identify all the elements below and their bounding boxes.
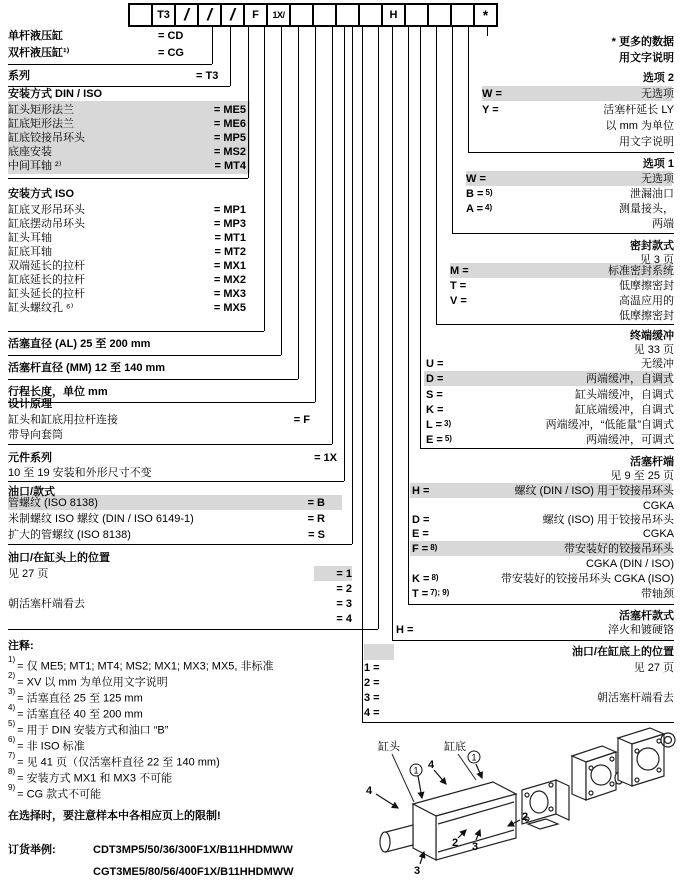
code-box: *: [473, 3, 498, 27]
code-box: [427, 3, 452, 27]
section-header: 终端缓冲: [630, 330, 674, 342]
code-box: /: [197, 3, 222, 27]
option-code: F = $^{8)}$: [412, 543, 438, 555]
field-label: 缸底耳轴: [8, 246, 52, 258]
option-desc: 带安装好的铰接吊环头: [564, 543, 674, 555]
note-item: $^{6)}$= 非 ISO 标准: [8, 735, 85, 753]
field-code: = MT4: [214, 160, 246, 172]
section-rule: [468, 152, 674, 153]
order-example-label: 订货举例:: [8, 844, 56, 856]
field-code: = R: [307, 513, 325, 525]
connector-line: [212, 26, 213, 64]
section-header: 活塞杆款式: [619, 610, 674, 622]
option-desc: 淬火和镀硬铬: [608, 624, 674, 636]
code-box: 1X/: [266, 3, 291, 27]
option-code: W =: [466, 173, 486, 185]
option-desc: 高温应用的: [619, 295, 674, 307]
connector-line: [392, 26, 393, 640]
rod-end-tip: [380, 832, 390, 852]
option-code: E =: [412, 528, 429, 540]
port-position-number: 1: [413, 765, 419, 776]
option-code: Y =: [482, 104, 499, 116]
option-desc: CGKA: [642, 528, 674, 540]
field-code: = 3: [336, 598, 352, 610]
option-code: V =: [450, 295, 467, 307]
field-code: = 1: [336, 568, 352, 580]
section-rule: [362, 722, 674, 723]
star-footnote: * 更多的数据: [611, 36, 674, 48]
section-rule: [8, 379, 298, 380]
section-header: 活塞杆直径 (MM) 12 至 140 mm: [8, 362, 166, 374]
field-label: 缸头延长的拉杆: [8, 288, 85, 300]
connector-line: [436, 26, 437, 324]
field-note: 带导向套筒: [8, 429, 63, 441]
selection-warning: 在选择时，要注意样本中各相应页上的限制!: [8, 810, 221, 822]
connector-line: [468, 26, 469, 152]
option-code: 2 =: [364, 677, 380, 689]
connector-line: [344, 26, 345, 481]
section-header: 选项 2: [642, 72, 674, 84]
option-code: K =: [426, 404, 444, 416]
code-box: [289, 3, 314, 27]
option-code: T =: [450, 280, 467, 292]
field-label: 底座安装: [8, 146, 52, 158]
section-sub: 见 27 页: [633, 662, 674, 674]
code-box: /: [174, 3, 199, 27]
option-code: H =: [396, 624, 414, 636]
field-note: 朝活塞杆端看去: [8, 598, 85, 610]
code-box: /: [220, 3, 245, 27]
field-code: = B: [307, 497, 325, 509]
field-label: 双杆液压缸¹⁾: [8, 47, 70, 59]
section-header: 密封款式: [630, 240, 674, 252]
connector-line: [378, 26, 379, 629]
head-label: 缸头: [378, 741, 400, 753]
option-desc: 缸底端缓冲，自调式: [575, 404, 674, 416]
section-rule: [8, 544, 352, 545]
connector-line: [408, 26, 409, 604]
section-rule: [8, 629, 378, 630]
section-rule: [8, 355, 281, 356]
option-desc: 螺纹 (DIN / ISO) 用于铰接吊环头: [514, 485, 674, 497]
option-code: D =: [412, 514, 430, 526]
option-code: M =: [450, 265, 469, 277]
port-position-number: 2: [522, 811, 529, 823]
section-sub: 见 33 页: [633, 344, 674, 356]
port-position-number: 4: [428, 759, 435, 771]
field-label: 缸底摆动吊环头: [8, 218, 85, 230]
option-desc: 两端缓冲，可调式: [586, 434, 674, 446]
option-code: T = $^{7); 9)}$: [412, 588, 450, 600]
field-note: 朝活塞杆端看去: [597, 692, 674, 704]
field-label: 米制螺纹 ISO 螺纹 (DIN / ISO 6149-1): [8, 513, 194, 525]
section-rule: [8, 331, 264, 332]
code-box: T3: [151, 3, 176, 27]
option-desc: 无选项: [641, 88, 674, 100]
note-item: $^{3)}$= 活塞直径 25 至 125 mm: [8, 687, 143, 705]
option-code: W =: [482, 88, 502, 100]
field-label: 缸底叉形吊环头: [8, 204, 85, 216]
option-desc: 无选项: [641, 173, 674, 185]
note-item: $^{4)}$= 活塞直径 40 至 200 mm: [8, 703, 143, 721]
mounting-accessory: [618, 728, 675, 786]
section-rule: [452, 233, 674, 234]
field-label: 缸底矩形法兰: [8, 118, 74, 130]
option-desc: 以 mm 为单位: [605, 120, 674, 132]
option-code: H =: [412, 485, 430, 497]
field-code: = MX3: [213, 288, 246, 300]
port-position-number: 3: [472, 841, 479, 853]
option-code: A = $^{4)}$: [466, 203, 493, 215]
field-label: 管螺纹 (ISO 8138): [8, 497, 98, 509]
section-rule: [8, 86, 230, 87]
option-code: B = $^{5)}$: [466, 188, 493, 200]
field-label: 元件系列: [8, 452, 52, 464]
option-code: U =: [426, 358, 444, 370]
option-desc: 标准密封系统: [608, 265, 674, 277]
connector-line: [298, 26, 299, 379]
note-item: $^{7)}$= 见 41 页（仅活塞杆直径 22 至 140 mm): [8, 751, 220, 769]
field-code: = MX1: [213, 260, 246, 272]
option-desc: 螺纹 (ISO) 用于铰接吊环头: [542, 514, 674, 526]
note-item: $^{8)}$= 安装方式 MX1 和 MX3 不可能: [8, 767, 173, 785]
option-code: L = $^{3)}$: [426, 419, 452, 431]
code-box: [358, 3, 383, 27]
section-rule: [8, 444, 332, 445]
section-sub: 见 3 页: [639, 254, 674, 266]
connector-line: [281, 26, 282, 355]
cylinder-diagram: [358, 726, 682, 882]
field-code: = S: [308, 529, 325, 541]
field-label: 缸头螺纹孔 ⁶⁾: [8, 302, 74, 314]
option-code: S =: [426, 389, 443, 401]
section-header: 安装方式 ISO: [8, 188, 75, 200]
connector-line: [362, 26, 363, 722]
code-box: F: [243, 3, 268, 27]
notes-title: 注释:: [8, 640, 34, 652]
field-label: 双端延长的拉杆: [8, 260, 85, 272]
field-label: 缸头矩形法兰: [8, 104, 74, 116]
option-desc: 低摩擦密封: [619, 310, 674, 322]
section-header: 活塞杆端: [630, 456, 674, 468]
option-desc: CGKA (DIN / ISO): [585, 558, 674, 570]
connector-line: [420, 26, 421, 448]
order-example-code: CDT3MP5/50/36/300F1X/B11HHDMWW: [93, 844, 293, 856]
field-label: 中间耳轴 ²⁾: [8, 160, 62, 172]
option-desc: 两端缓冲，自调式: [586, 373, 674, 385]
connector-line: [332, 26, 333, 444]
connector-line: [487, 26, 488, 36]
option-desc: CGKA: [642, 500, 674, 512]
code-box: [312, 3, 337, 27]
mounting-accessory: [522, 780, 569, 829]
section-rule: [420, 448, 674, 449]
code-box: [335, 3, 360, 27]
field-code: = MT1: [214, 232, 246, 244]
code-box: H: [381, 3, 406, 27]
code-box: [128, 3, 153, 27]
option-code: 4 =: [364, 707, 380, 719]
section-rule: [8, 178, 248, 179]
field-code: = MP1: [213, 204, 246, 216]
mounting-accessory: [572, 746, 623, 800]
field-code: = MX2: [213, 274, 246, 286]
option-code: D =: [426, 373, 444, 385]
port-position-number: 4: [366, 785, 373, 797]
section-header: 安装方式 DIN / ISO: [8, 88, 103, 100]
section-header: 油口/款式: [8, 486, 56, 498]
field-label: 缸头耳轴: [8, 232, 52, 244]
field-code: = MS2: [213, 146, 246, 158]
section-rule: [392, 640, 674, 641]
highlight-bar: [364, 644, 394, 660]
field-code: = T3: [196, 70, 219, 82]
section-rule: [436, 324, 674, 325]
star-footnote: 用文字说明: [619, 52, 674, 64]
connector-line: [452, 26, 453, 233]
option-desc: 低摩擦密封: [619, 280, 674, 292]
port-position-number: 3: [414, 865, 421, 877]
section-header: 活塞直径 (AL) 25 至 200 mm: [8, 338, 151, 350]
field-label: 缸底铰接吊环头: [8, 132, 85, 144]
field-code: = 4: [336, 613, 352, 625]
note-item: $^{5)}$= 用于 DIN 安装方式和油口 “B”: [8, 719, 169, 737]
field-label: 系列: [8, 70, 30, 82]
connector-line: [315, 26, 316, 402]
field-code: = 2: [336, 583, 352, 595]
order-example-code: CGT3ME5/80/56/400F1X/B11HHDMWW: [93, 866, 294, 878]
section-header: 油口/在缸头上的位置: [8, 552, 111, 564]
option-desc: 两端: [652, 218, 674, 230]
section-rule: [408, 604, 674, 605]
cap-label: 缸底: [444, 741, 466, 753]
option-desc: 带安装好的铰接吊环头 CGKA (ISO): [501, 573, 674, 585]
field-code: = 1X: [314, 452, 337, 464]
section-header: 设计原理: [8, 398, 52, 410]
option-code: K = $^{8)}$: [412, 573, 439, 585]
option-desc: 泄漏油口: [630, 188, 674, 200]
note-item: $^{2)}$= XV 以 mm 为单位用文字说明: [8, 671, 168, 689]
field-code: = MP5: [213, 132, 246, 144]
field-code: = MX5: [213, 302, 246, 314]
option-code: 3 =: [364, 692, 380, 704]
section-header: 行程长度，单位 mm: [8, 386, 108, 398]
field-label: 缸头和缸底用拉杆连接: [8, 414, 118, 426]
option-code: E = $^{5)}$: [426, 434, 452, 446]
option-desc: 测量接头，: [619, 203, 674, 215]
option-desc: 用文字说明: [619, 136, 674, 148]
field-note: 10 至 19 安装和外形尺寸不变: [8, 467, 152, 479]
connector-line: [264, 26, 265, 331]
field-label: 单杆液压缸: [8, 30, 63, 42]
section-rule: [8, 481, 344, 482]
field-code: = ME5: [213, 104, 246, 116]
option-code: 1 =: [364, 662, 380, 674]
option-desc: 带轴颈: [641, 588, 674, 600]
code-box: [404, 3, 429, 27]
connector-line: [230, 26, 231, 86]
field-code: = CG: [158, 47, 184, 59]
field-label: 缸底延长的拉杆: [8, 274, 85, 286]
section-rule: [8, 64, 212, 65]
section-header: 油口/在缸底上的位置: [571, 646, 674, 658]
port-position-number: 2: [452, 837, 459, 849]
port-position-number: 1: [471, 752, 477, 763]
code-box: [450, 3, 475, 27]
connector-line: [352, 26, 353, 544]
ordering-code-box-row: [128, 3, 498, 27]
section-rule: [8, 402, 315, 403]
section-sub: 见 9 至 25 页: [610, 470, 674, 482]
option-desc: 两端缓冲，“低能量”自调式: [545, 419, 674, 431]
connector-line: [248, 26, 249, 178]
field-code: = F: [293, 414, 310, 426]
section-header: 选项 1: [642, 158, 674, 170]
option-desc: 无缓冲: [641, 358, 674, 370]
note-item: $^{9)}$= CG 款式不可能: [8, 783, 102, 801]
note-item: $^{1)}$= 仅 ME5; MT1; MT4; MS2; MX1; MX3; MX5, 非标准: [8, 655, 274, 673]
section-sub: 见 27 页: [8, 568, 49, 580]
field-code: = MP3: [213, 218, 246, 230]
option-desc: 缸头端缓冲，自调式: [575, 389, 674, 401]
field-code: = MT2: [214, 246, 246, 258]
field-code: = ME6: [213, 118, 246, 130]
field-label: 扩大的管螺纹 (ISO 8138): [8, 529, 131, 541]
field-code: = CD: [158, 30, 184, 42]
option-desc: 活塞杆延长 LY: [603, 104, 674, 116]
